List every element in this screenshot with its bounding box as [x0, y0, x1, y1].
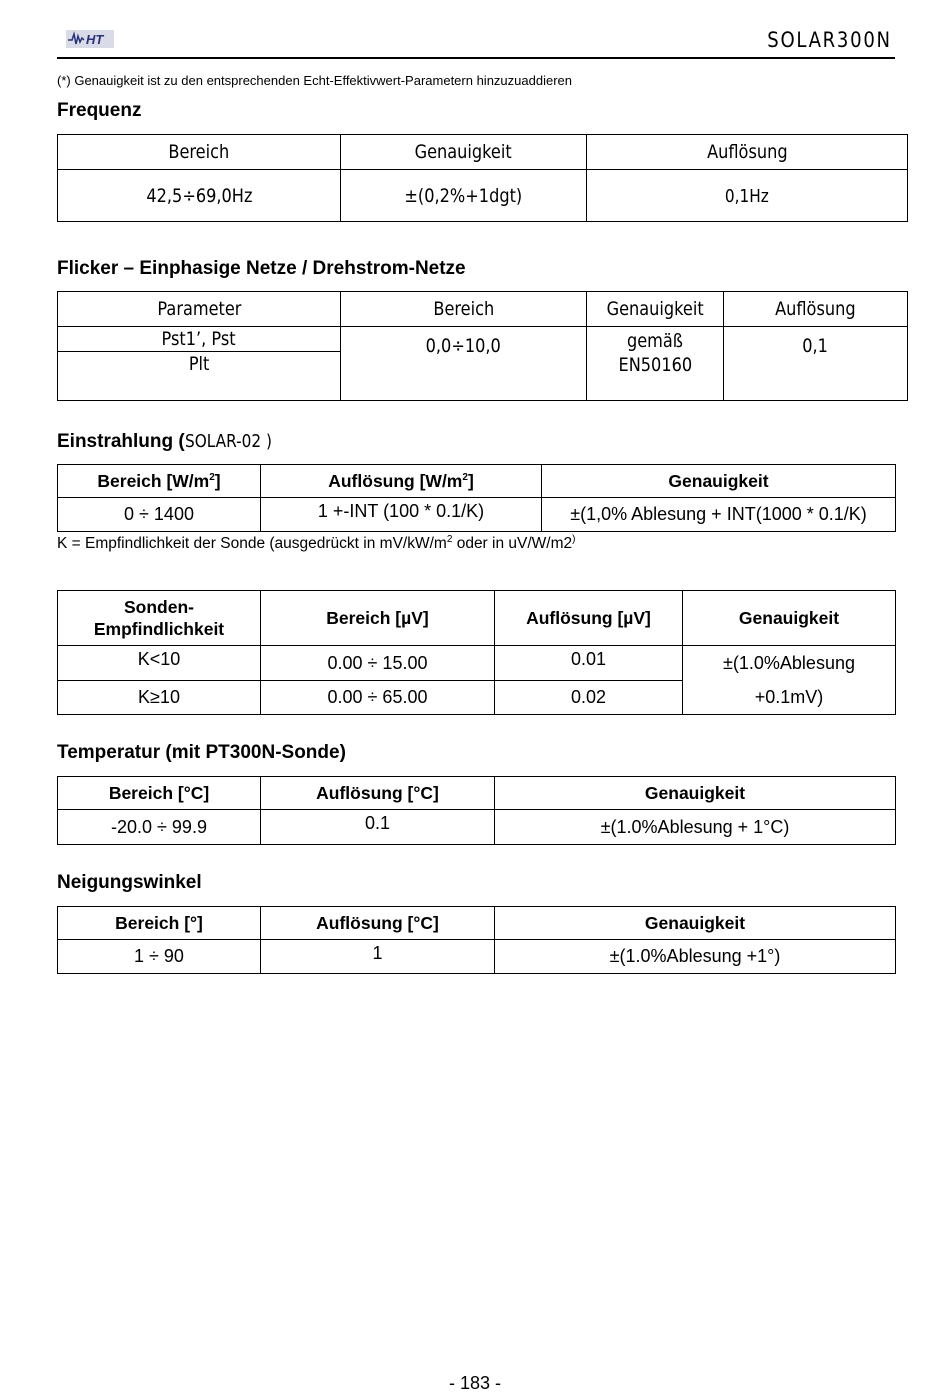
header-cell: Auflösung [°C]: [261, 907, 495, 940]
table-cell: ±(0,2%+1dgt): [341, 170, 587, 222]
header-cell: Parameter: [58, 292, 341, 327]
section-heading-einstrahlung: Einstrahlung (SOLAR-02 ): [57, 431, 272, 452]
table-cell: ±(1.0%Ablesung + 1°C): [495, 810, 896, 845]
section-heading-neigung: Neigungswinkel: [57, 872, 202, 893]
table-header-row: [58, 292, 908, 327]
einstrahlung-table: [57, 464, 896, 532]
table-header-row: [58, 777, 896, 810]
header-rule: [57, 57, 895, 59]
table-cell: 0,0÷10,0: [341, 327, 587, 401]
table-cell: -20.0 ÷ 99.9: [58, 810, 261, 845]
table-row: [58, 940, 896, 974]
table-cell: 1 ÷ 90: [58, 940, 261, 974]
section-heading-frequenz: Frequenz: [57, 100, 142, 121]
section-heading-temperatur: Temperatur (mit PT300N-Sonde): [57, 742, 346, 763]
section-heading-flicker: Flicker – Einphasige Netze / Drehstrom-Netze: [57, 258, 466, 279]
table-row: [58, 327, 908, 401]
table-cell: 0,1Hz: [587, 170, 908, 222]
page-number: - 183 -: [448, 1373, 502, 1393]
ht-logo: [66, 30, 114, 48]
accuracy-note: (*) Genauigkeit ist zu den entsprechenden Echt-Effektivwert-Parametern hinzuzuaddieren: [57, 73, 572, 88]
header-cell: Genauigkeit: [587, 292, 724, 327]
sonden-table: [57, 590, 896, 715]
frequenz-table: [57, 134, 908, 222]
table-row: [58, 498, 896, 532]
header-cell: Sonden- Empfindlichkeit: [58, 591, 261, 646]
table-cell: 0.00 ÷ 65.00: [261, 681, 495, 715]
table-cell: 0.02: [495, 681, 683, 715]
header-cell: Genauigkeit: [341, 135, 587, 170]
table-cell: 0 ÷ 1400: [58, 498, 261, 532]
table-header-row: [58, 907, 896, 940]
header-cell: Genauigkeit: [683, 591, 896, 646]
header-cell: Genauigkeit: [495, 907, 896, 940]
header-cell: Genauigkeit: [542, 465, 896, 498]
header-cell: Auflösung: [587, 135, 908, 170]
table-cell: ±(1,0% Ablesung + INT(1000 * 0.1/K): [542, 498, 896, 532]
header-cell: Bereich: [58, 135, 341, 170]
header-cell: Bereich [°C]: [58, 777, 261, 810]
table-header-row: [58, 591, 896, 646]
table-cell: 0.00 ÷ 15.00: [261, 646, 495, 681]
table-cell-parameter: [58, 327, 341, 401]
table-cell: K<10: [58, 646, 261, 681]
param-pst: Pst1’, Pst: [58, 327, 340, 352]
table-row: [58, 810, 896, 845]
table-cell: 1: [261, 940, 495, 974]
k-sensitivity-note: K = Empfindlichkeit der Sonde (ausgedrückt in $mV/kW/m^2$ oder in uV/W/m2): [57, 534, 576, 553]
header-cell: Bereich [µV]: [261, 591, 495, 646]
header-cell: Bereich $[W/m^2]$: [58, 465, 261, 498]
header-cell: Genauigkeit: [495, 777, 896, 810]
table-header-row: [58, 465, 896, 498]
table-header-row: [58, 135, 908, 170]
temperatur-table: [57, 776, 896, 845]
header-cell: Bereich [°]: [58, 907, 261, 940]
header-cell: Auflösung [°C]: [261, 777, 495, 810]
table-cell: gemäß EN50160: [587, 327, 724, 401]
header-cell: Bereich: [341, 292, 587, 327]
header-cell: Auflösung [µV]: [495, 591, 683, 646]
table-cell: 0.1: [261, 810, 495, 845]
table-row: [58, 646, 896, 681]
flicker-table: [57, 291, 908, 401]
logo-text: HT: [86, 32, 104, 47]
header-cell: Auflösung $[W/m^2]$: [261, 465, 542, 498]
table-cell-accuracy: ±(1.0%Ablesung +0.1mV): [683, 646, 896, 715]
table-cell: 42,5÷69,0Hz: [58, 170, 341, 222]
table-cell: ±(1.0%Ablesung +1°): [495, 940, 896, 974]
table-cell: 1 +-INT (100 * 0.1/K): [261, 498, 542, 532]
param-plt: Plt: [188, 353, 210, 375]
document-title: SOLAR300N: [767, 28, 892, 52]
table-cell: K≥10: [58, 681, 261, 715]
table-row: [58, 170, 908, 222]
table-cell: 0.01: [495, 646, 683, 681]
header-cell: Auflösung: [724, 292, 908, 327]
neigung-table: [57, 906, 896, 974]
table-cell: 0,1: [724, 327, 908, 401]
